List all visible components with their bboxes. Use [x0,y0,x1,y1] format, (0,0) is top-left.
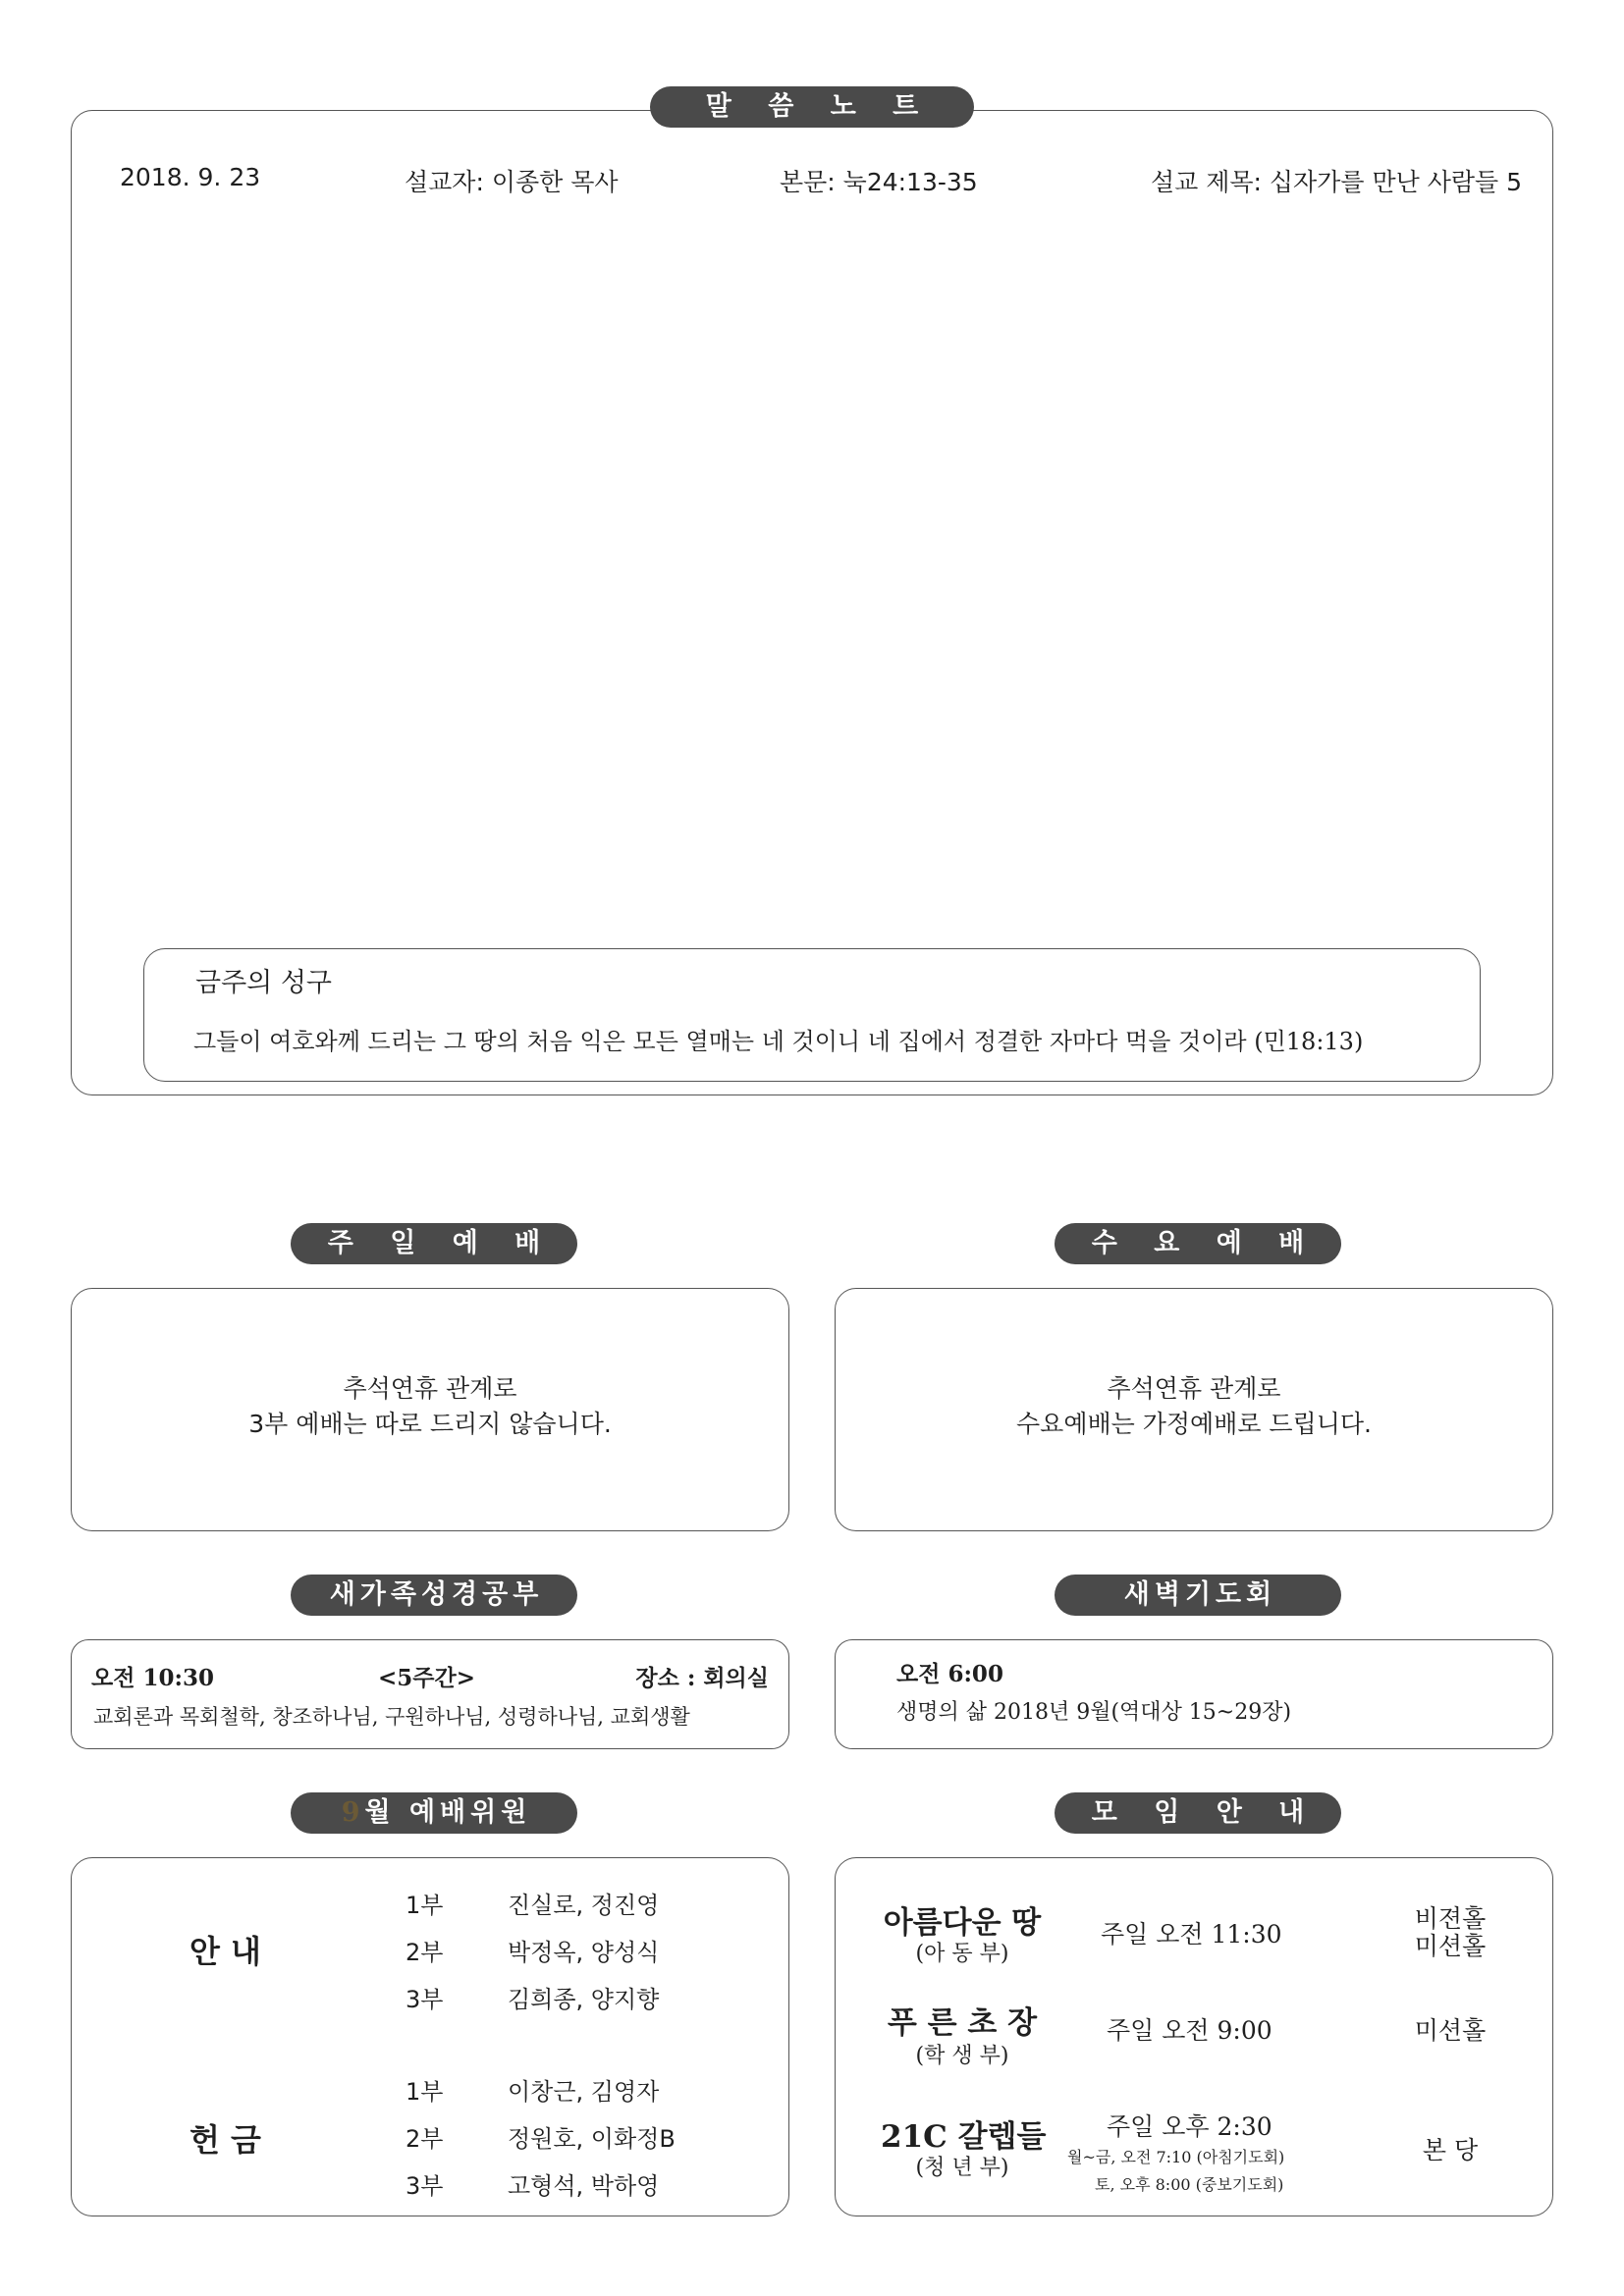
wednesday-worship-line2: 수요예배는 가정예배로 드립니다. [1016,1410,1372,1438]
study-topics: 교회론과 목회철학, 창조하나님, 구원하나님, 성령하나님, 교회생활 [93,1705,690,1729]
wednesday-worship-box [835,1288,1553,1531]
committee-names: 김희종, 양지향 [508,1986,660,2013]
worship-committee-month: 9 [341,1797,365,1828]
meetings-box [835,1857,1553,2216]
committee-names: 진실로, 정진영 [508,1892,660,1919]
committee-names: 이창근, 김영자 [508,2078,660,2106]
worship-committee-box [71,1857,789,2216]
meeting-schedule-detail: 월~금, 오전 7:10 (아침기도회) [1067,2148,1285,2166]
meeting-name: 아름다운 땅 [883,1905,1042,1941]
committee-names: 박정옥, 양성식 [508,1939,660,1966]
meeting-dept: (학 생 부) [915,2044,1009,2068]
meeting-dept: (청 년 부) [915,2156,1009,2180]
worship-committee-title-rest: 월 예배위원 [364,1797,532,1828]
meeting-time: 주일 오후 2:30 [1107,2112,1272,2141]
worship-committee-title [291,1792,577,1834]
wednesday-worship-line1: 추석연휴 관계로 [1107,1374,1281,1403]
weekly-verse-box [143,948,1481,1082]
sunday-worship-line1: 추석연휴 관계로 [343,1374,517,1403]
committee-names: 고형석, 박하영 [508,2172,660,2200]
committee-part: 1부 [406,1892,444,1919]
committee-part: 3부 [406,1986,444,2013]
study-duration: <5주간> [378,1665,475,1691]
sunday-worship-line2: 3부 예배는 따로 드리지 않습니다. [248,1410,612,1438]
meeting-name: 21C 갈렙들 [881,2119,1047,2155]
family-bible-study-title: 새가족성경공부 [291,1575,577,1616]
sermon-date: 2018. 9. 23 [120,163,261,191]
weekly-verse-text: 그들이 여호와께 드리는 그 땅의 처음 익은 모든 열매는 네 것이니 네 집에서 정결한 자마다 먹을 것이라 (민18:13) [193,1028,1364,1055]
meeting-time: 주일 오전 11:30 [1101,1920,1282,1949]
meeting-place: 비젼홀 [1414,1904,1487,1933]
committee-names: 정원호, 이화정B [508,2125,676,2153]
weekly-verse-heading: 금주의 성구 [195,968,332,998]
committee-part: 2부 [406,2125,444,2153]
dawn-prayer-title: 새벽기도회 [1055,1575,1341,1616]
sunday-worship-title: 주 일 예 배 [291,1223,577,1264]
wednesday-worship-title: 수 요 예 배 [1055,1223,1341,1264]
sunday-worship-box [71,1288,789,1531]
committee-part: 3부 [406,2172,444,2200]
sermon-preacher: 설교자: 이종한 목사 [405,168,619,196]
meeting-name: 푸 른 초 장 [887,2005,1038,2041]
study-place: 장소 : 회의실 [635,1665,769,1691]
meeting-time: 주일 오전 9:00 [1107,2016,1272,2045]
study-time: 오전 10:30 [91,1665,214,1691]
dawn-prayer-time: 오전 6:00 [896,1661,1003,1687]
committee-part: 1부 [406,2078,444,2106]
sermon-passage: 본문: 눅24:13-35 [780,168,978,196]
sermon-title: 설교 제목: 십자가를 만난 사람들 5 [1150,168,1522,196]
sermon-note-title: 말 씀 노 트 [650,86,974,128]
meeting-place: 본 당 [1422,2136,1479,2164]
committee-part: 2부 [406,1939,444,1966]
meeting-place: 미션홀 [1414,2016,1487,2045]
dawn-prayer-text: 생명의 삶 2018년 9월(역대상 15~29장) [896,1700,1292,1725]
committee-group-label: 헌 금 [189,2121,261,2159]
committee-group-label: 안 내 [189,1933,261,1970]
meeting-place: 미션홀 [1414,1932,1487,1960]
family-bible-study-box [71,1639,789,1749]
dawn-prayer-box [835,1639,1553,1749]
meeting-dept: (아 동 부) [915,1942,1009,1966]
meeting-schedule-detail: 토, 오후 8:00 (중보기도회) [1095,2175,1284,2194]
meetings-title: 모 임 안 내 [1055,1792,1341,1834]
